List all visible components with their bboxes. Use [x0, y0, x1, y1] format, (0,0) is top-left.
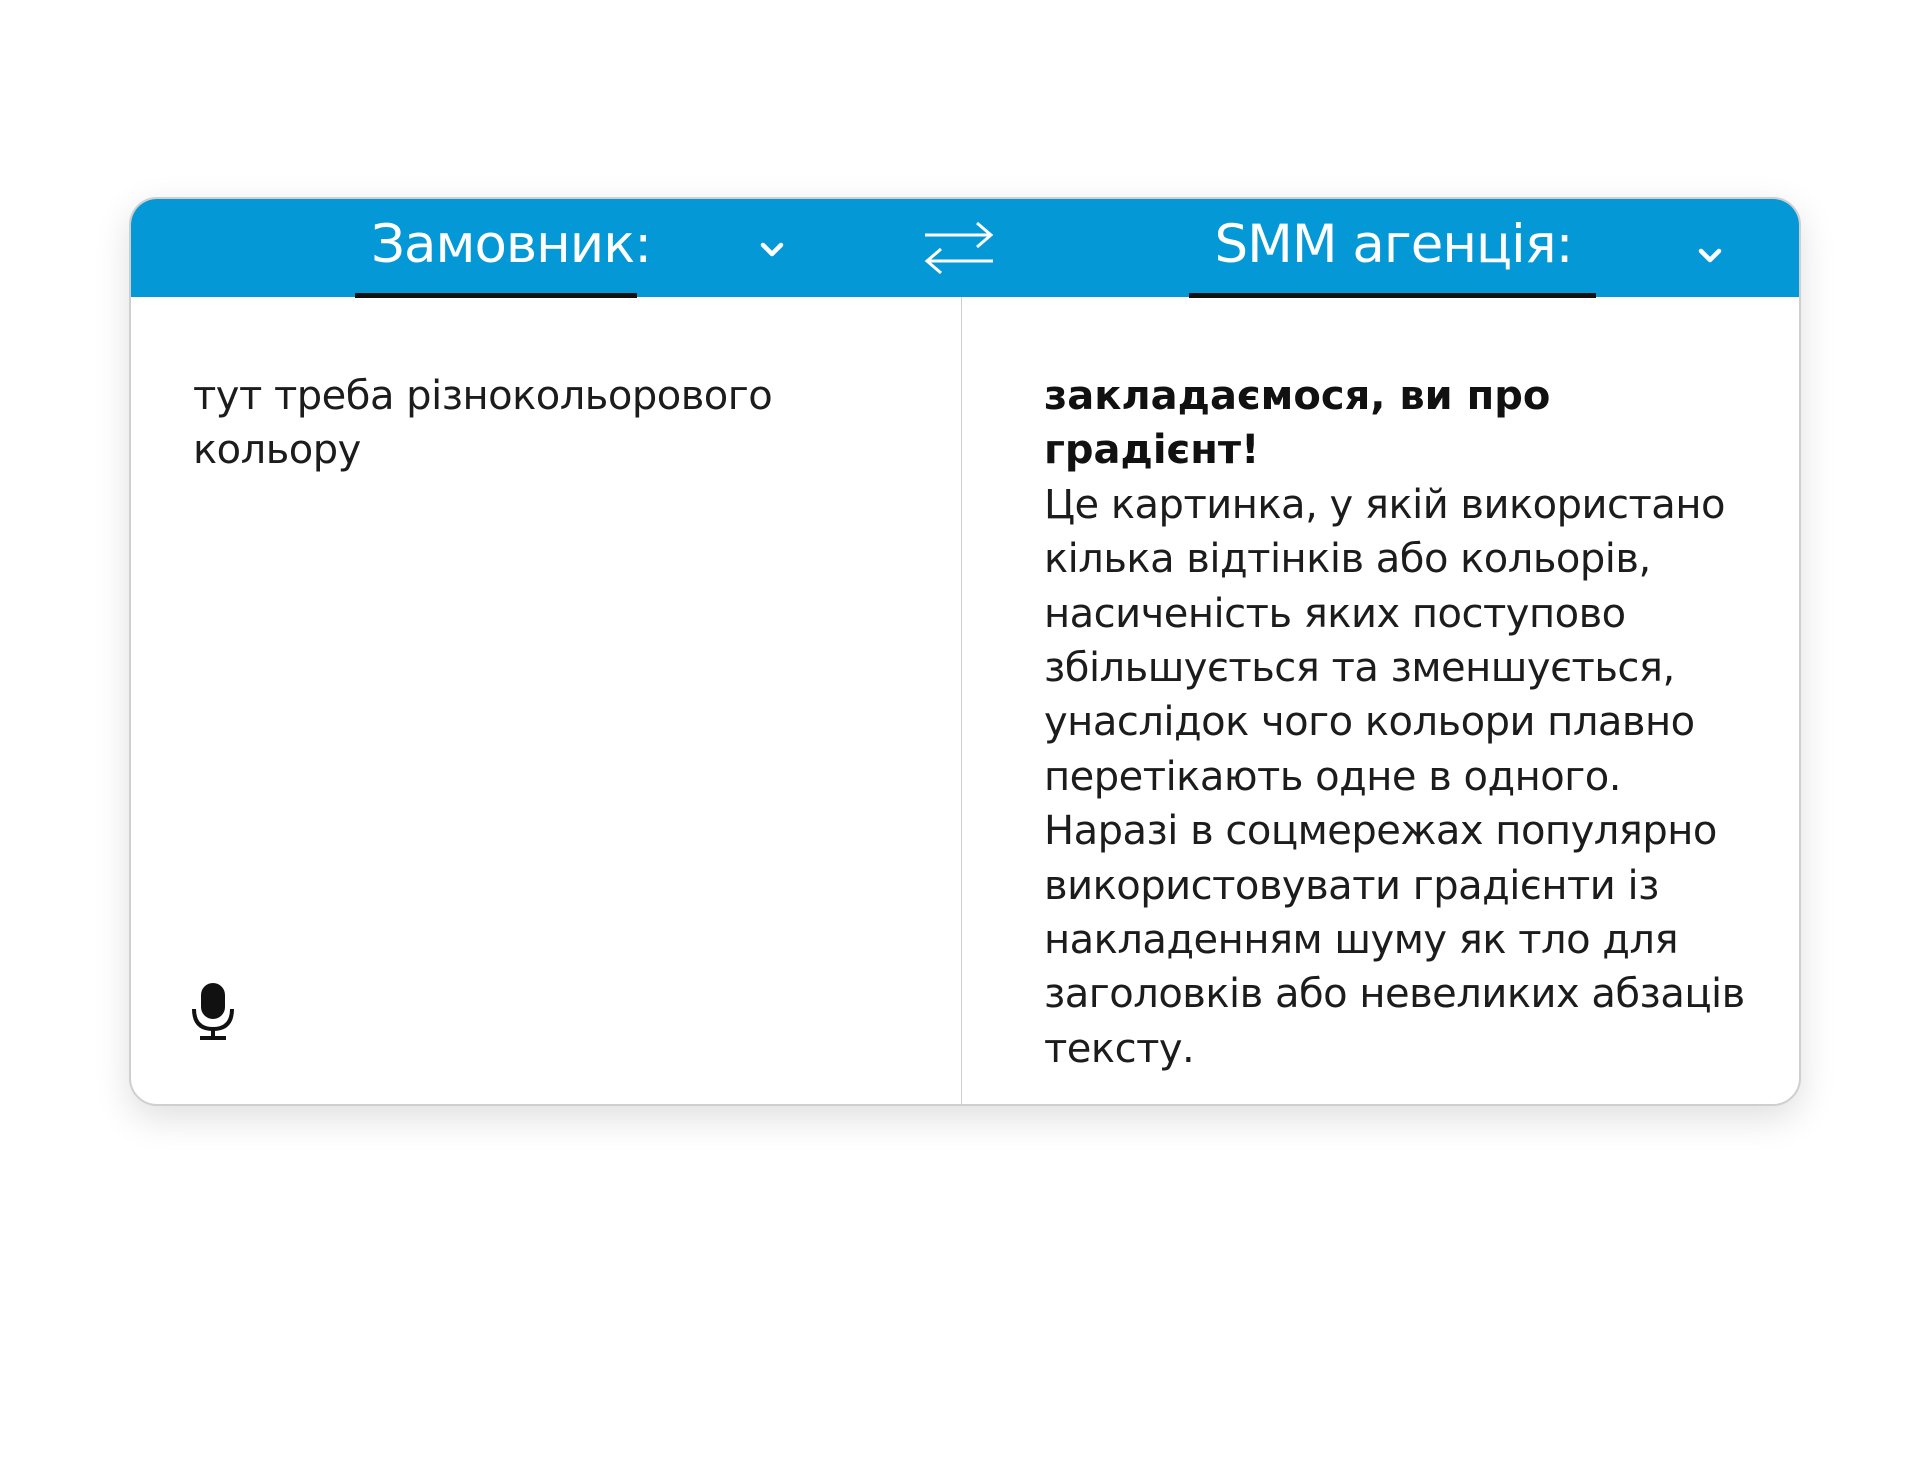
chevron-down-icon[interactable] — [1693, 239, 1727, 273]
translation-heading: закладаємося, ви про градієнт! — [1044, 373, 1551, 474]
translation-body: Це картинка, у якій використано кілька відтінків або кольорів, насиченість яких поступово збільшується та зменшується, унаслідок чого кольори плавно перетікають одне в одного. Наразі в соцмережах популярно використовувати градієнти із накладенням шуму як тло для заголовків або невеликих абзаців тексту. — [1044, 481, 1745, 1072]
panel-divider — [961, 297, 962, 1106]
swap-arrows-icon[interactable] — [921, 217, 997, 277]
translation-output — [1044, 369, 1764, 1076]
source-language-underline — [355, 293, 637, 298]
microphone-icon[interactable] — [189, 981, 237, 1041]
chevron-down-icon[interactable] — [755, 233, 789, 267]
target-language-underline — [1189, 293, 1596, 298]
language-bar — [131, 199, 1799, 297]
translator-card — [129, 197, 1801, 1106]
target-language-tab[interactable]: SMM агенція: — [1214, 214, 1573, 275]
source-text-input[interactable]: тут треба різнокольорового кольору — [193, 373, 773, 473]
source-language-tab[interactable]: Замовник: — [371, 214, 652, 275]
